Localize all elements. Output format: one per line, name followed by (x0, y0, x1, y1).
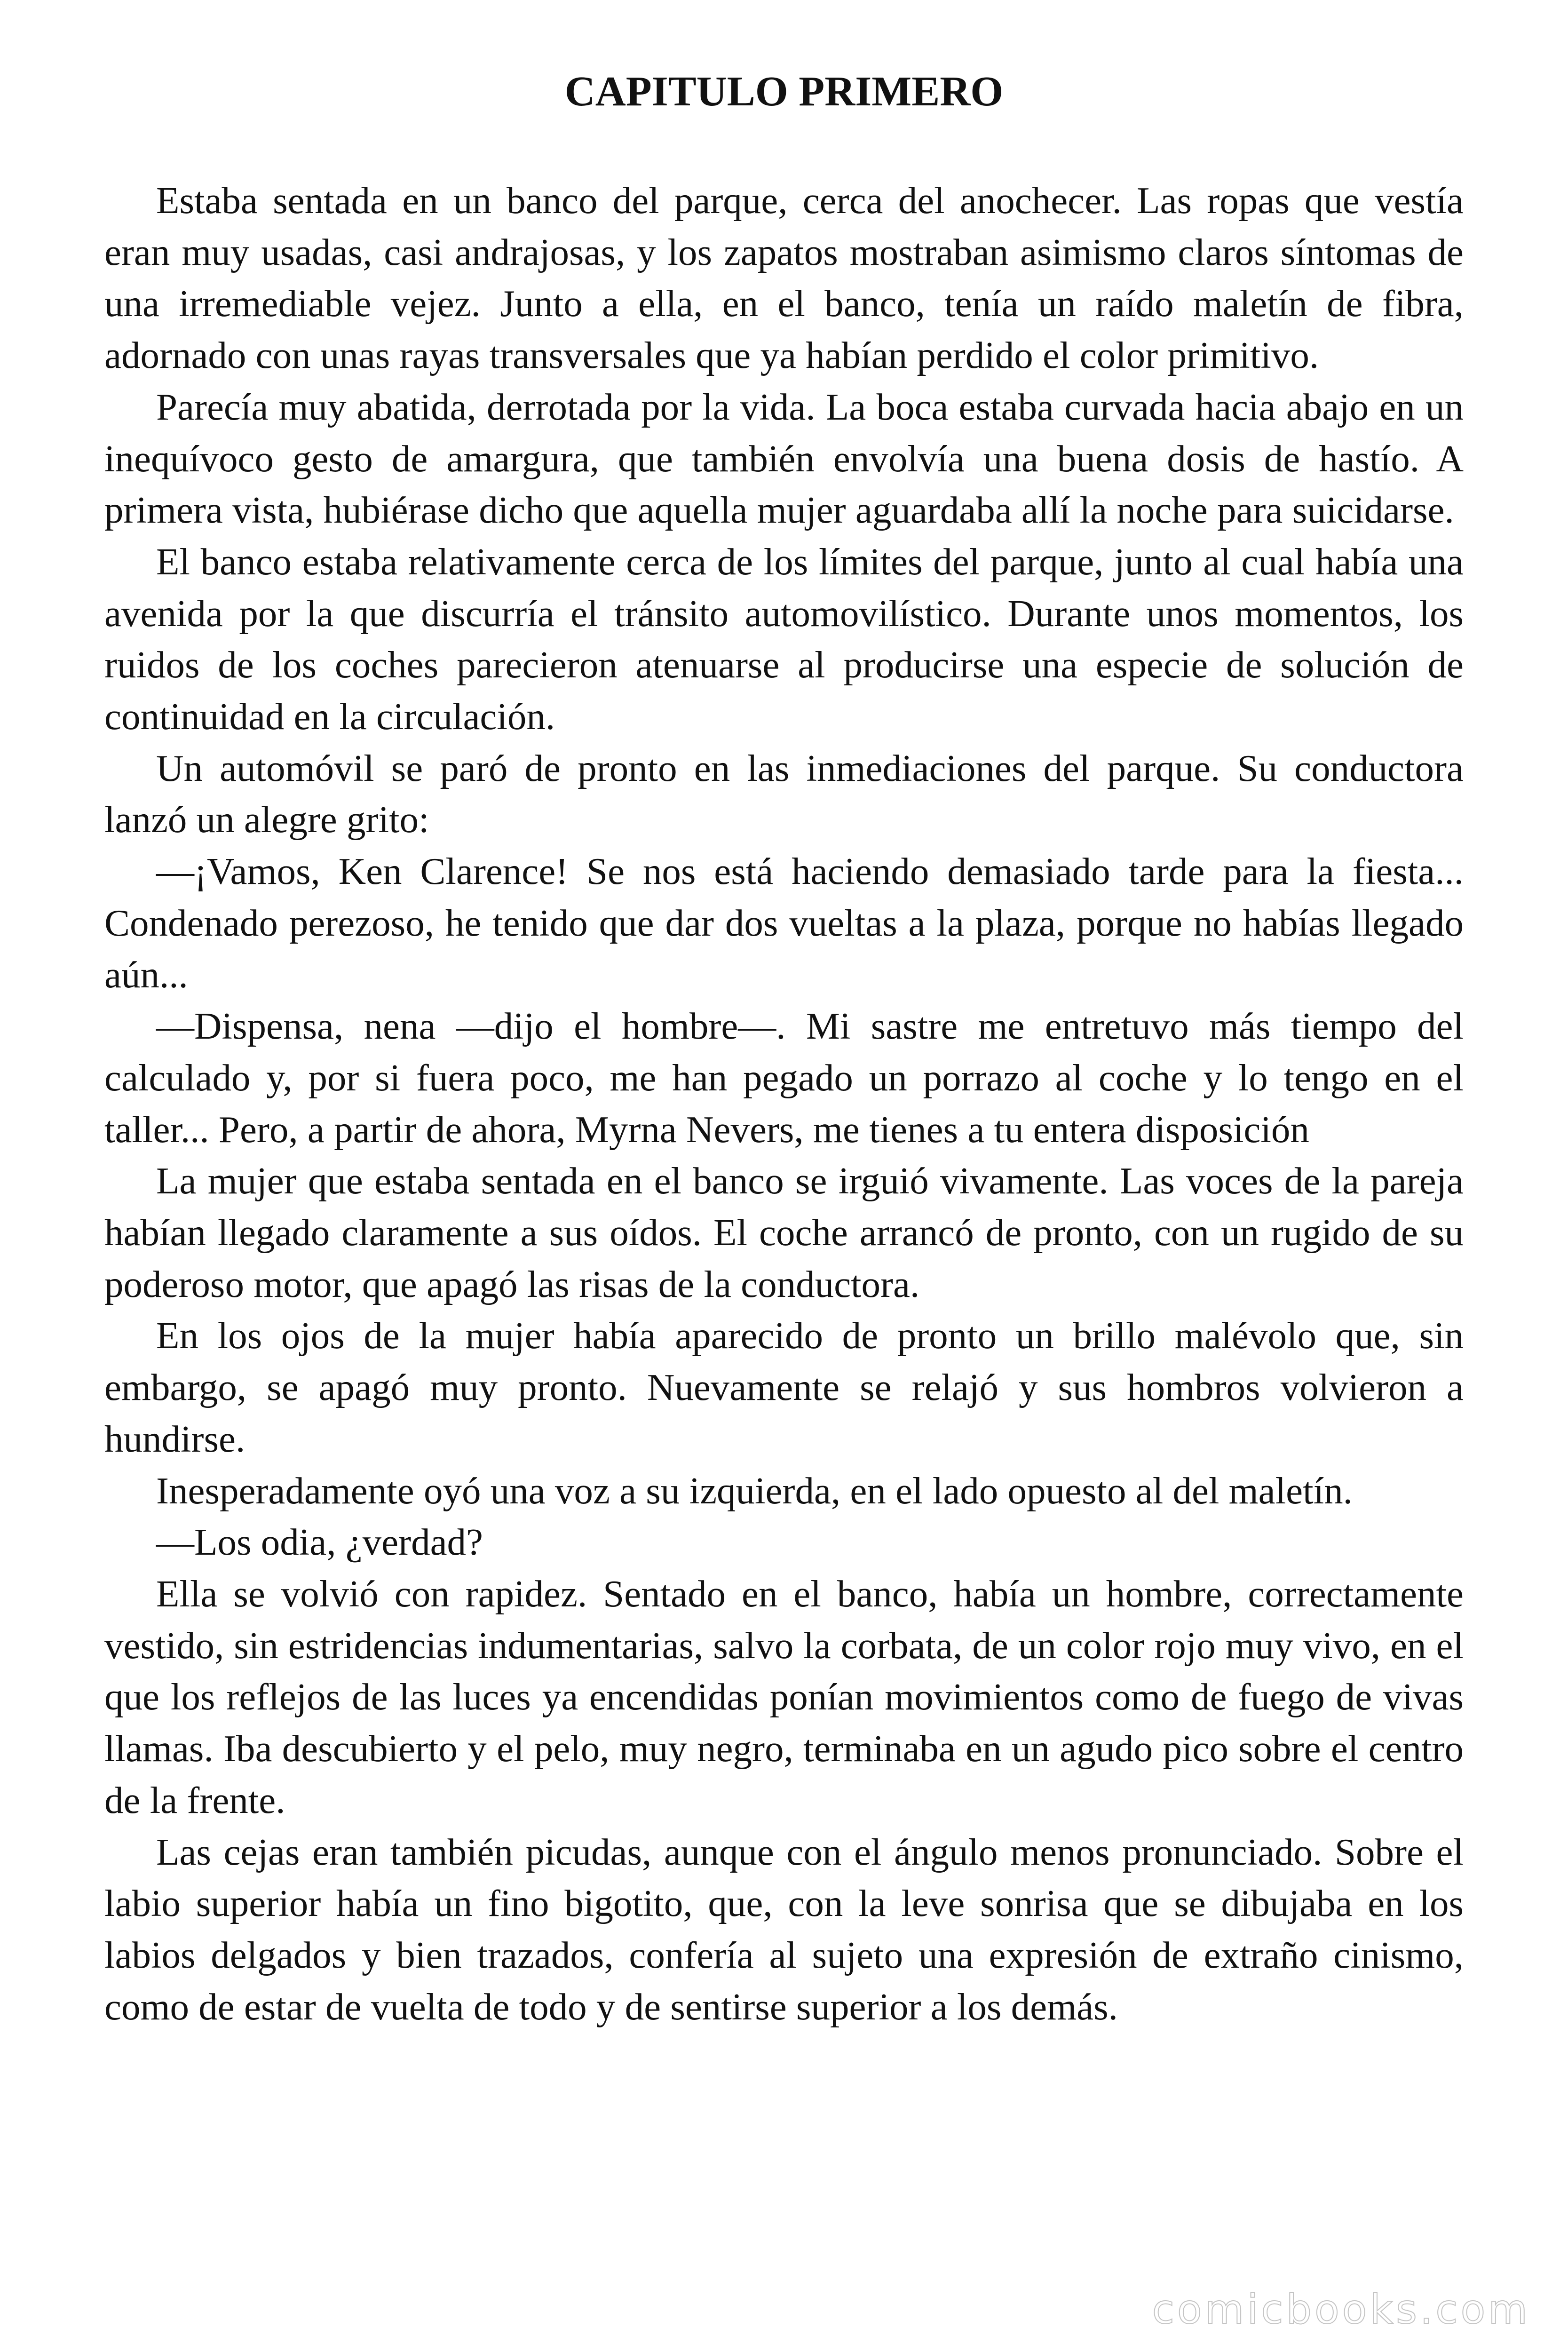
paragraph: Estaba sentada en un banco del parque, cerca del anochecer. Las ropas que vestía eran muy usadas, casi andrajosas, y los zapatos mostraban asimismo claros síntomas de una irremediable vejez. Junto a ella, en el banco, tenía un raído maletín de fibra, adornado con unas rayas transversales que ya habían perdido el color primitivo. (104, 179, 1464, 377)
paragraph: Parecía muy abatida, derrotada por la vida. La boca estaba curvada hacia abajo en un inequívoco gesto de amargura, que también envolvía una buena dosis de hastío. A primera vista, hubiérase dicho que aquella mujer aguardaba allí la noche para suicidarse. (104, 385, 1464, 532)
chapter-title: CAPITULO PRIMERO (564, 68, 1004, 115)
paragraph: El banco estaba relativamente cerca de los límites del parque, junto al cual había una avenida por la que discurría el tránsito automovilístico. Durante unos momentos, los ruidos de los coches parecieron atenuarse al producirse una especie de solución de continuidad en la circulación. (104, 540, 1464, 738)
book-page (104, 0, 1464, 2352)
watermark-text: comicbooks.com (1152, 2286, 1530, 2333)
dialogue-paragraph: —¡Vamos, Ken Clarence! Se nos está haciendo demasiado tarde para la fiesta... Condenado perezoso, he tenido que dar dos vueltas a la plaza, porque no habías llegado aún... (104, 850, 1464, 996)
paragraph: Inesperadamente oyó una voz a su izquierda, en el lado opuesto al del maletín. (156, 1469, 1353, 1512)
dialogue-paragraph: —Dispensa, nena —dijo el hombre—. Mi sastre me entretuvo más tiempo del calculado y, por si fuera poco, me han pegado un porrazo al coche y lo tengo en el taller... Pero, a partir de ahora, Myrna Nevers, me tienes a tu entera disposición (104, 1005, 1464, 1151)
paragraph: En los ojos de la mujer había aparecido de pronto un brillo malévolo que, sin embargo, se apagó muy pronto. Nuevamente se relajó y sus hombros volvieron a hundirse. (104, 1314, 1464, 1460)
paragraph: La mujer que estaba sentada en el banco se irguió vivamente. Las voces de la pareja habían llegado claramente a sus oídos. El coche arrancó de pronto, con un rugido de su poderoso motor, que apagó las risas de la conductora. (104, 1160, 1464, 1305)
paragraph: Ella se volvió con rapidez. Sentado en el banco, había un hombre, correctamente vestido, sin estridencias indumentarias, salvo la corbata, de un color rojo muy vivo, en el que los reflejos de las luces ya encendidas ponían movimientos como de fuego de vivas llamas. Iba descubierto y el pelo, muy negro, terminaba en un agudo pico sobre el centro de la frente. (104, 1572, 1464, 1821)
paragraph: Un automóvil se paró de pronto en las inmediaciones del parque. Su conductora lanzó un alegre grito: (104, 747, 1464, 841)
chapter-body (104, 175, 1464, 2033)
dialogue-paragraph: —Los odia, ¿verdad? (156, 1521, 483, 1564)
paragraph: Las cejas eran también picudas, aunque con el ángulo menos pronunciado. Sobre el labio superior había un fino bigotito, que, con la leve sonrisa que se dibujaba en los labios delgados y bien trazados, confería al sujeto una expresión de extraño cinismo, como de estar de vuelta de todo y de sentirse superior a los demás. (104, 1830, 1464, 2028)
